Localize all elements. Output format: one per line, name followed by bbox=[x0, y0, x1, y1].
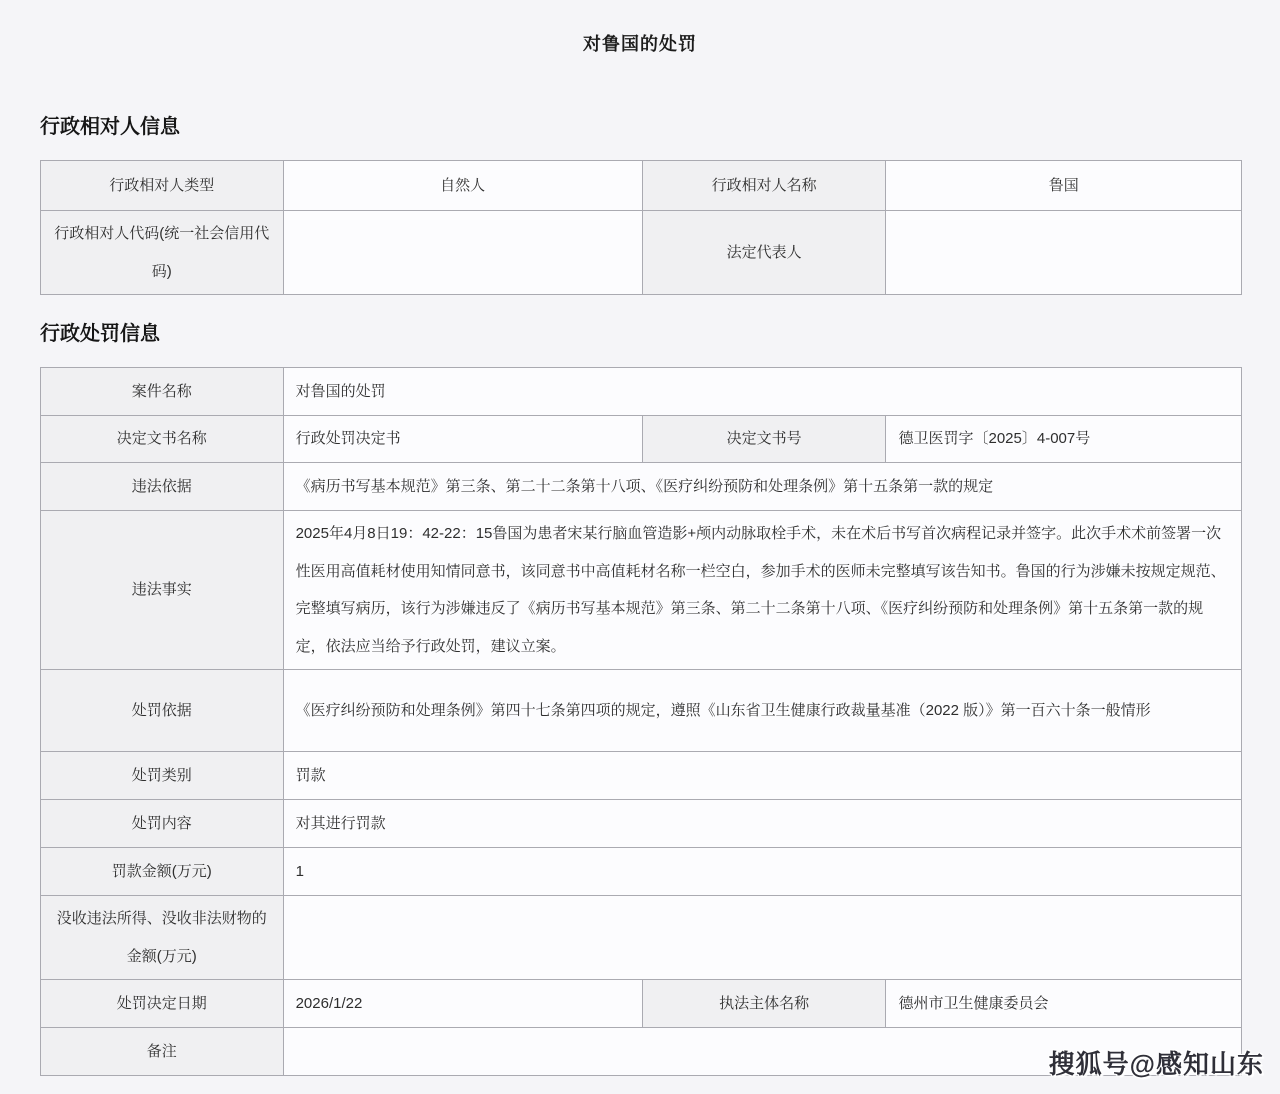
legal-representative-label: 法定代表人 bbox=[642, 211, 886, 295]
enforcement-authority-label: 执法主体名称 bbox=[642, 980, 886, 1028]
decision-doc-name-value: 行政处罚决定书 bbox=[283, 416, 642, 463]
party-name-value: 鲁国 bbox=[886, 161, 1242, 211]
table-row bbox=[41, 368, 1242, 416]
penalty-content-label: 处罚内容 bbox=[41, 800, 284, 848]
watermark-text: 搜狐号@感知山东 bbox=[1048, 1049, 1264, 1079]
confiscation-amount-value bbox=[283, 896, 1241, 980]
party-code-label: 行政相对人代码(统一社会信用代码) bbox=[41, 211, 284, 295]
table-row bbox=[41, 416, 1242, 463]
penalty-content-value: 对其进行罚款 bbox=[283, 800, 1241, 848]
table-row bbox=[41, 980, 1242, 1028]
decision-doc-number-label: 决定文书号 bbox=[642, 416, 886, 463]
case-name-value: 对鲁国的处罚 bbox=[283, 368, 1241, 416]
fine-amount-label: 罚款金额(万元) bbox=[41, 848, 284, 896]
fine-amount-value: 1 bbox=[283, 848, 1241, 896]
decision-date-label: 处罚决定日期 bbox=[41, 980, 284, 1028]
decision-doc-name-label: 决定文书名称 bbox=[41, 416, 284, 463]
penalty-info-table bbox=[40, 367, 1242, 1076]
section-heading-penalty: 行政处罚信息 bbox=[40, 323, 160, 345]
table-row bbox=[41, 752, 1242, 800]
violation-facts-value: 2025年4月8日19：42-22：15鲁国为患者宋某行脑血管造影+颅内动脉取栓手术，未在术后书写首次病程记录并签字。此次手术术前签署一次性医用高值耗材使用知情同意书，该同意书中高值耗材名称一栏空白，参加手术的医师未完整填写该告知书。鲁国的行为涉嫌未按规定规范、完整填写病历，该行为涉嫌违反了《病历书写基本规范》第三条、第二十二条第十八项、《医疗纠纷预防和处理条例》第十五条第一款的规定，依法应当给予行政处罚，建议立案。 bbox=[283, 511, 1241, 670]
party-type-label: 行政相对人类型 bbox=[41, 161, 284, 211]
table-row bbox=[41, 511, 1242, 670]
page-title: 对鲁国的处罚 bbox=[583, 34, 697, 54]
table-row bbox=[41, 161, 1242, 211]
table-row bbox=[41, 670, 1242, 752]
party-name-label: 行政相对人名称 bbox=[642, 161, 886, 211]
case-name-label: 案件名称 bbox=[41, 368, 284, 416]
violation-facts-label: 违法事实 bbox=[41, 511, 284, 670]
enforcement-authority-value: 德州市卫生健康委员会 bbox=[886, 980, 1242, 1028]
decision-date-value: 2026/1/22 bbox=[283, 980, 642, 1028]
table-row bbox=[41, 896, 1242, 980]
remarks-label: 备注 bbox=[41, 1028, 284, 1076]
penalty-category-label: 处罚类别 bbox=[41, 752, 284, 800]
document-body bbox=[40, 113, 1242, 1076]
party-type-value: 自然人 bbox=[283, 161, 642, 211]
section-heading-party: 行政相对人信息 bbox=[40, 116, 180, 138]
violation-basis-value: 《病历书写基本规范》第三条、第二十二条第十八项、《医疗纠纷预防和处理条例》第十五条第一款的规定 bbox=[283, 463, 1241, 511]
decision-doc-number-value: 德卫医罚字〔2025〕4-007号 bbox=[886, 416, 1242, 463]
penalty-basis-value: 《医疗纠纷预防和处理条例》第四十七条第四项的规定，遵照《山东省卫生健康行政裁量基准（2022 版）》第一百六十条一般情形 bbox=[283, 670, 1241, 752]
party-info-table bbox=[40, 160, 1242, 295]
table-row bbox=[41, 848, 1242, 896]
penalty-basis-label: 处罚依据 bbox=[41, 670, 284, 752]
table-row bbox=[41, 800, 1242, 848]
legal-representative-value bbox=[886, 211, 1242, 295]
violation-basis-label: 违法依据 bbox=[41, 463, 284, 511]
confiscation-amount-label: 没收违法所得、没收非法财物的金额(万元) bbox=[41, 896, 284, 980]
party-code-value bbox=[283, 211, 642, 295]
table-row bbox=[41, 463, 1242, 511]
penalty-category-value: 罚款 bbox=[283, 752, 1241, 800]
table-row bbox=[41, 211, 1242, 295]
